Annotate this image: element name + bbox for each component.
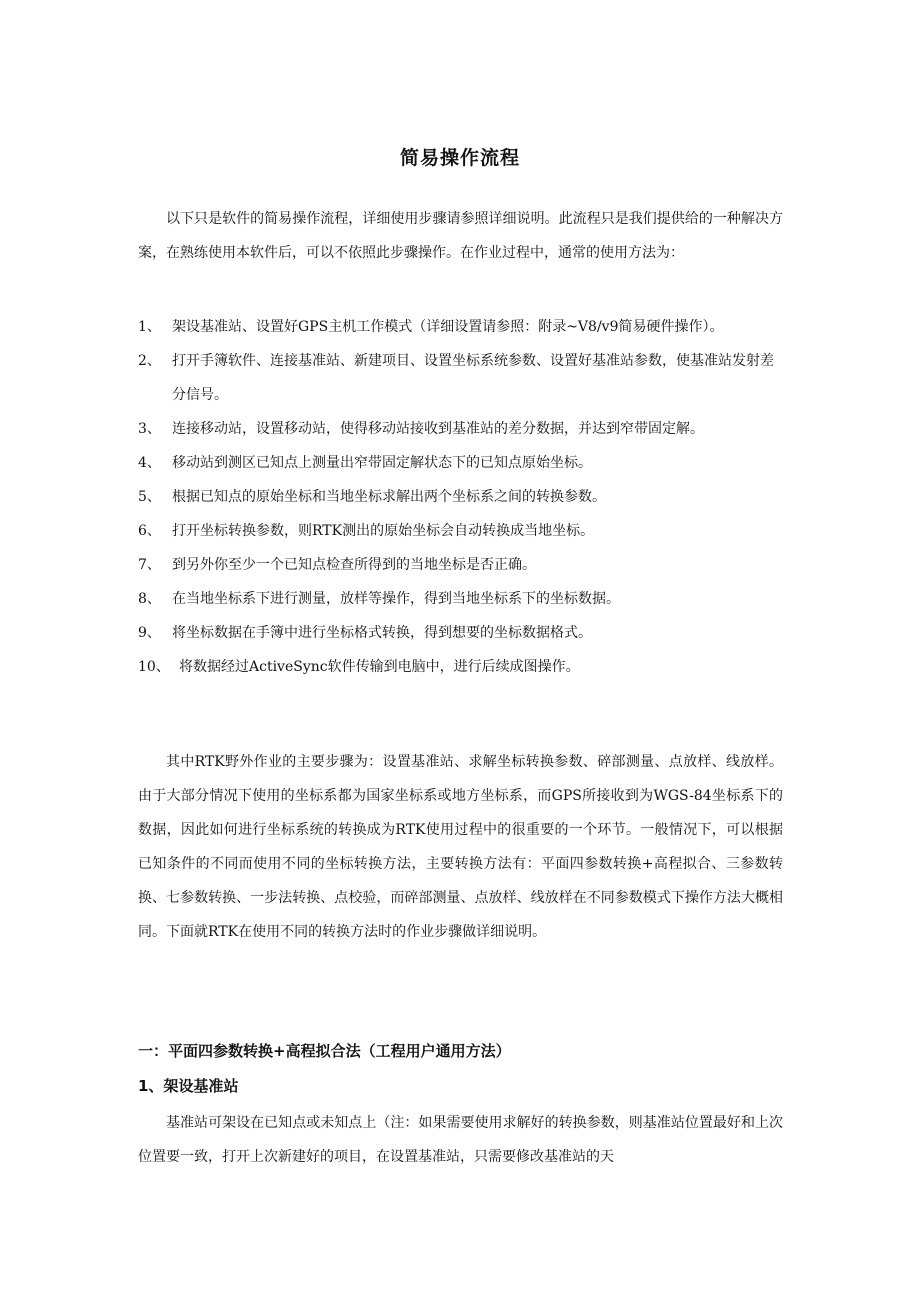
list-item — [138, 480, 783, 514]
step-number: 7、 — [138, 557, 161, 573]
step-text: 连接移动站，设置移动站，使得移动站接收到基准站的差分数据，并达到窄带固定解。 — [172, 421, 704, 437]
list-item — [138, 548, 783, 582]
subsection-paragraph: 基准站可架设在已知点或未知点上（注：如果需要使用求解好的转换参数，则基准站位置最好和上次位置要一致，打开上次新建好的项目，在设置基准站，只需要修改基准站的天 — [138, 1115, 783, 1165]
list-item — [138, 616, 783, 650]
subsection-heading: 1、架设基准站 — [138, 1077, 239, 1095]
step-text: 根据已知点的原始坐标和当地坐标求解出两个坐标系之间的转换参数。 — [172, 489, 606, 505]
intro-paragraph: 以下只是软件的简易操作流程，详细使用步骤请参照详细说明。此流程只是我们提供给的一种解决方案，在熟练使用本软件后，可以不依照此步骤操作。在作业过程中，通常的使用方法为： — [138, 211, 783, 261]
step-number: 8、 — [138, 591, 161, 607]
section-heading: 一：平面四参数转换+高程拟合法（工程用户通用方法） — [138, 1042, 511, 1060]
step-number: 2、 — [138, 353, 161, 369]
step-text: 将坐标数据在手簿中进行坐标格式转换，得到想要的坐标数据格式。 — [172, 625, 592, 641]
step-text: 打开坐标转换参数，则RTK测出的原始坐标会自动转换成当地坐标。 — [172, 523, 595, 539]
step-number: 5、 — [138, 489, 161, 505]
step-number: 6、 — [138, 523, 161, 539]
list-item — [138, 412, 783, 446]
list-item — [138, 514, 783, 548]
list-item — [138, 582, 783, 616]
step-text: 架设基准站、设置好GPS主机工作模式（详细设置请参照：附录~V8/v9简易硬件操作）。 — [172, 319, 724, 335]
list-item — [138, 344, 783, 412]
list-item — [138, 446, 783, 480]
step-text: 将数据经过ActiveSync软件传输到电脑中，进行后续成图操作。 — [179, 659, 580, 675]
rtk-paragraph: 其中RTK野外作业的主要步骤为：设置基准站、求解坐标转换参数、碎部测量、点放样、线放样。由于大部分情况下使用的坐标系都为国家坐标系或地方坐标系，而GPS所接收到为WGS-84坐标系下的数据，因此如何进行坐标系统的转换成为RTK使用过程中的很重要的一个环节。一般情况下，可以根据已知条件的不同而使用不同的坐标转换方法，主要转换方法有：平面四参数转换+高程拟合、三参数转换、七参数转换、一步法转换、点校验，而碎部测量、点放样、线放样在不同参数模式下操作方法大概相同。下面就RTK在使用不同的转换方法时的作业步骤做详细说明。 — [138, 754, 783, 940]
list-item — [138, 310, 783, 344]
step-text: 在当地坐标系下进行测量，放样等操作，得到当地坐标系下的坐标数据。 — [172, 591, 620, 607]
list-item — [138, 650, 783, 684]
step-text: 到另外你至少一个已知点检查所得到的当地坐标是否正确。 — [172, 557, 536, 573]
step-number: 1、 — [138, 319, 161, 335]
step-number: 9、 — [138, 625, 161, 641]
steps-list — [138, 310, 783, 684]
step-number: 4、 — [138, 455, 161, 471]
step-text: 移动站到测区已知点上测量出窄带固定解状态下的已知点原始坐标。 — [172, 455, 592, 471]
step-number: 3、 — [138, 421, 161, 437]
step-text: 打开手簿软件、连接基准站、新建项目、设置坐标系统参数、设置好基准站参数，使基准站发射差分信号。 — [172, 353, 774, 403]
step-number: 10、 — [138, 659, 170, 675]
document-title: 简易操作流程 — [399, 147, 520, 169]
